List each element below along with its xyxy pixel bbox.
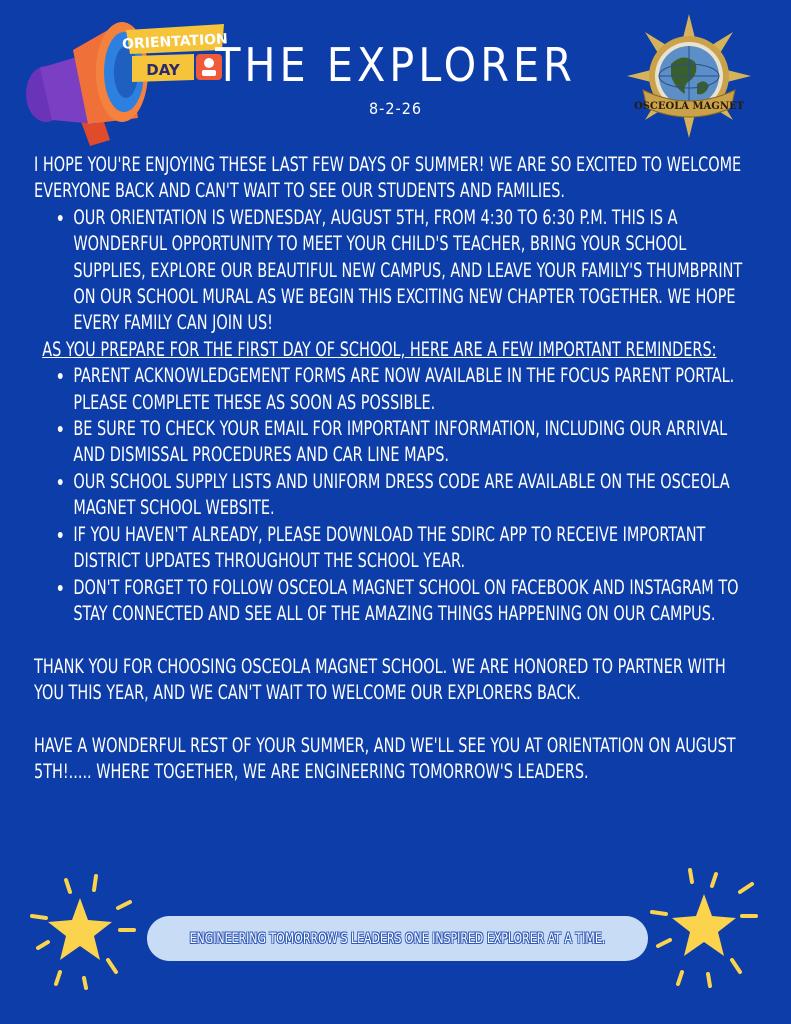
badge-orientation-text: ORIENTATION (121, 31, 228, 53)
list-item: • PARENT ACKNOWLEDGEMENT FORMS ARE NOW AVAILABLE IN THE FOCUS PARENT PORTAL. PLEASE COMPLETE THESE AS SOON AS POSSIBLE. (73, 363, 754, 416)
seal-text: OSCEOLA MAGNET (633, 101, 745, 112)
star-icon (26, 868, 136, 992)
badge-day-text: DAY (146, 61, 180, 79)
footer-text: ENGINEERING TOMORROW'S LEADERS ONE INSPIRED EXPLORER AT A TIME. (189, 930, 606, 947)
newsletter-body (34, 152, 754, 786)
orientation-bullet: • OUR ORIENTATION IS WEDNESDAY, AUGUST 5TH, FROM 4:30 TO 6:30 P.M. THIS IS A WONDERFUL OPPORTUNITY TO MEET YOUR CHILD'S TEACHER, BRING YOUR SCHOOL SUPPLIES, EXPLORE OUR BEAUTIFUL NEW CAMPUS, AND LEAVE YOUR FAMILY'S THUMBPRINT ON OUR SCHOOL MURAL AS WE BEGIN THIS EXCITING NEW CHAPTER TOGETHER. WE HOPE EVERY FAMILY CAN JOIN US! (73, 205, 754, 337)
footer-banner (147, 916, 648, 961)
school-seal-logo (624, 12, 754, 140)
star-icon (648, 862, 760, 990)
orientation-list (34, 205, 754, 337)
closing-paragraph: HAVE A WONDERFUL REST OF YOUR SUMMER, AND WE'LL SEE YOU AT ORIENTATION ON AUGUST 5TH!..... WHERE TOGETHER, WE ARE ENGINEERING TOMORROW'S LEADERS. (34, 733, 736, 784)
list-item: • DON'T FORGET TO FOLLOW OSCEOLA MAGNET SCHOOL ON FACEBOOK AND INSTAGRAM TO STAY CONNECTED AND SEE ALL OF THE AMAZING THINGS HAPPENING ON OUR CAMPUS. (73, 575, 754, 628)
issue-date: 8-2-26 (368, 99, 422, 118)
page-title: THE EXPLORER (215, 38, 576, 92)
list-item: • IF YOU HAVEN'T ALREADY, PLEASE DOWNLOAD THE SDIRC APP TO RECEIVE IMPORTANT DISTRICT UPDATES THROUGHOUT THE SCHOOL YEAR. (73, 522, 754, 575)
list-item: • OUR SCHOOL SUPPLY LISTS AND UNIFORM DRESS CODE ARE AVAILABLE ON THE OSCEOLA MAGNET SCHOOL WEBSITE. (73, 469, 754, 522)
thanks-paragraph: THANK YOU FOR CHOOSING OSCEOLA MAGNET SCHOOL. WE ARE HONORED TO PARTNER WITH YOU THIS YEAR, AND WE CAN'T WAIT TO WELCOME OUR EXPLORERS BACK. (34, 654, 726, 705)
reminders-list (34, 363, 754, 627)
list-item: • BE SURE TO CHECK YOUR EMAIL FOR IMPORTANT INFORMATION, INCLUDING OUR ARRIVAL AND DISMISSAL PROCEDURES AND CAR LINE MAPS. (73, 416, 754, 469)
reminders-heading: AS YOU PREPARE FOR THE FIRST DAY OF SCHOOL, HERE ARE A FEW IMPORTANT REMINDERS: (42, 337, 717, 361)
intro-paragraph: I HOPE YOU'RE ENJOYING THESE LAST FEW DAYS OF SUMMER! WE ARE SO EXCITED TO WELCOME EVERYONE BACK AND CAN'T WAIT TO SEE OUR STUDENTS AND FAMILIES. (34, 153, 742, 203)
